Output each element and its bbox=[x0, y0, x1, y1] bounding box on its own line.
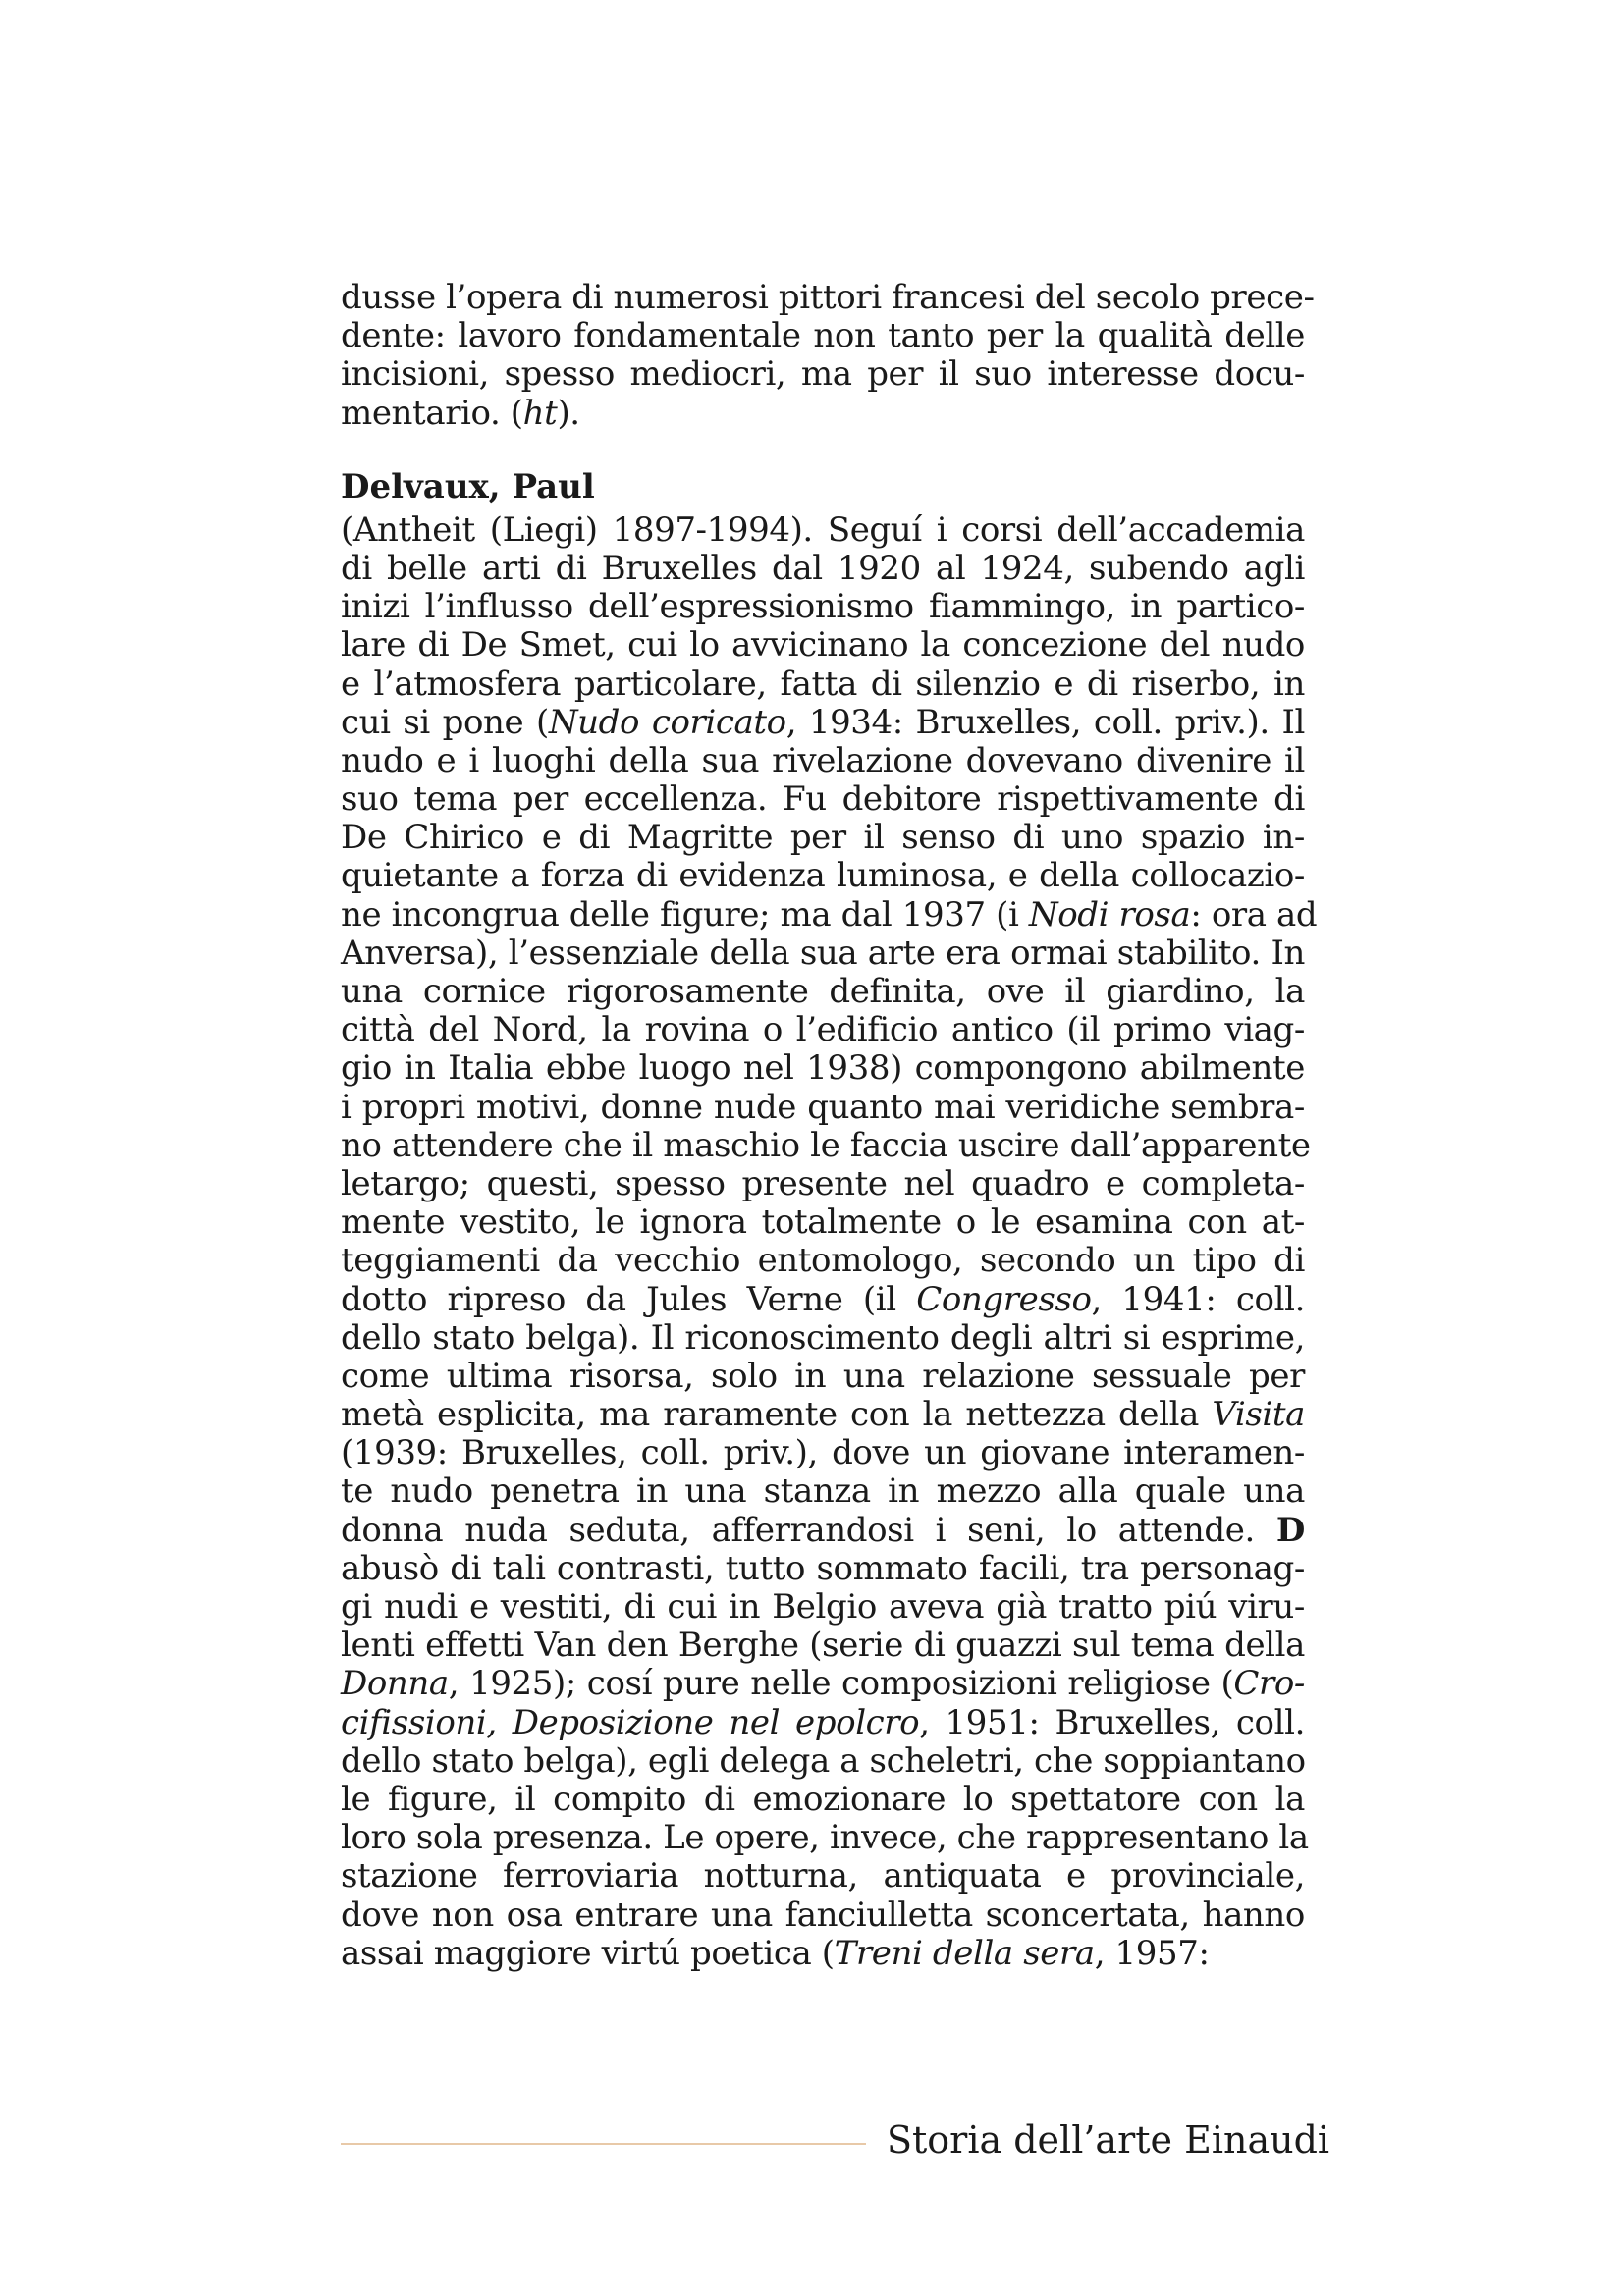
entry-line: come ultima risorsa, solo in una relazione sessuale per bbox=[341, 1356, 1305, 1396]
intro-line: dente: lavoro fondamentale non tanto per la qualità delle bbox=[341, 316, 1305, 356]
entry-line: teggiamenti da vecchio entomologo, secondo un tipo di bbox=[341, 1241, 1305, 1281]
page-body bbox=[341, 278, 1318, 1973]
entry-line: lare di De Smet, cui lo avvicinano la concezione del nudo bbox=[341, 625, 1305, 666]
entry-line: gi nudi e vestiti, di cui in Belgio aveva già tratto piú viru- bbox=[341, 1587, 1305, 1627]
entry-line: ne incongrua delle figure; ma dal 1937 (i Nodi rosa: ora ad bbox=[341, 894, 1318, 934]
entry-line: no attendere che il maschio le faccia uscire dall’apparente bbox=[341, 1125, 1311, 1165]
entry-line: cui si pone (Nudo coricato, 1934: Bruxelles, coll. priv.). Il bbox=[341, 702, 1305, 742]
entry-line: donna nuda seduta, afferrandosi i seni, lo attende. D bbox=[341, 1510, 1305, 1550]
footer-text: Storia dell’arte Einaudi bbox=[887, 2118, 1330, 2162]
entry-line: quietante a forza di evidenza luminosa, e della collocazio- bbox=[341, 856, 1305, 896]
entry-line: città del Nord, la rovina o l’edificio antico (il primo viag- bbox=[341, 1010, 1305, 1050]
entry-line: dotto ripreso da Jules Verne (il Congresso, 1941: coll. bbox=[341, 1279, 1305, 1319]
intro-paragraph bbox=[341, 278, 1315, 433]
entry-line: dove non osa entrare una fanciulletta sconcertata, hanno bbox=[341, 1895, 1305, 1935]
intro-line: mentario. (ht). bbox=[341, 393, 580, 433]
entry-line: e l’atmosfera particolare, fatta di silenzio e di riserbo, in bbox=[341, 664, 1305, 704]
entry-line: assai maggiore virtú poetica (Treni della sera, 1957: bbox=[341, 1933, 1210, 1973]
entry-paragraph bbox=[341, 509, 1318, 1973]
entry-line: suo tema per eccellenza. Fu debitore rispettivamente di bbox=[341, 779, 1305, 820]
entry-line: i propri motivi, donne nude quanto mai veridiche sembra- bbox=[341, 1087, 1305, 1127]
entry-line: dello stato belga), egli delega a scheletri, che soppiantano bbox=[341, 1740, 1306, 1781]
entry-line: le figure, il compito di emozionare lo spettatore con la bbox=[341, 1779, 1305, 1819]
entry-line: gio in Italia ebbe luogo nel 1938) compongono abilmente bbox=[341, 1048, 1305, 1089]
entry-line: (Antheit (Liegi) 1897-1994). Seguí i corsi dell’accademia bbox=[341, 509, 1305, 550]
entry-line: te nudo penetra in una stanza in mezzo alla quale una bbox=[341, 1471, 1305, 1512]
entry-line: una cornice rigorosamente definita, ove il giardino, la bbox=[341, 972, 1305, 1011]
entry-line: di belle arti di Bruxelles dal 1920 al 1924, subendo agli bbox=[341, 548, 1305, 588]
entry-line: Anversa), l’essenziale della sua arte era ormai stabilito. In bbox=[341, 933, 1305, 973]
entry-line: De Chirico e di Magritte per il senso di uno spazio in- bbox=[341, 818, 1305, 858]
intro-line: dusse l’opera di numerosi pittori francesi del secolo prece- bbox=[341, 278, 1315, 317]
entry-title: Delvaux, Paul bbox=[341, 466, 595, 507]
entry-line: lenti effetti Van den Berghe (serie di guazzi sul tema della bbox=[341, 1626, 1305, 1666]
entry-line: dello stato belga). Il riconoscimento degli altri si esprime, bbox=[341, 1317, 1305, 1358]
entry-line: nudo e i luoghi della sua rivelazione dovevano divenire il bbox=[341, 740, 1305, 780]
intro-line: incisioni, spesso mediocri, ma per il suo interesse docu- bbox=[341, 354, 1305, 395]
entry-line: letargo; questi, spesso presente nel quadro e completa- bbox=[341, 1163, 1305, 1203]
entry-line: (1939: Bruxelles, coll. priv.), dove un giovane interamen- bbox=[341, 1433, 1305, 1473]
entry-line: mente vestito, le ignora totalmente o le esamina con at- bbox=[341, 1202, 1305, 1243]
entry-line: loro sola presenza. Le opere, invece, che rappresentano la bbox=[341, 1818, 1309, 1858]
entry-line: abusò di tali contrasti, tutto sommato facili, tra personag- bbox=[341, 1548, 1305, 1588]
entry-line: Donna, 1925); cosí pure nelle composizioni religiose (Cro- bbox=[341, 1664, 1305, 1704]
entry-line: inizi l’influsso dell’espressionismo fiammingo, in partico- bbox=[341, 587, 1305, 627]
entry-line: cifissioni, Deposizione nel epolcro, 1951: Bruxelles, coll. bbox=[341, 1702, 1305, 1742]
entry-line: stazione ferroviaria notturna, antiquata e provinciale, bbox=[341, 1856, 1305, 1896]
entry-line: metà esplicita, ma raramente con la nettezza della Visita bbox=[341, 1395, 1305, 1435]
footer-rule bbox=[341, 2143, 866, 2145]
